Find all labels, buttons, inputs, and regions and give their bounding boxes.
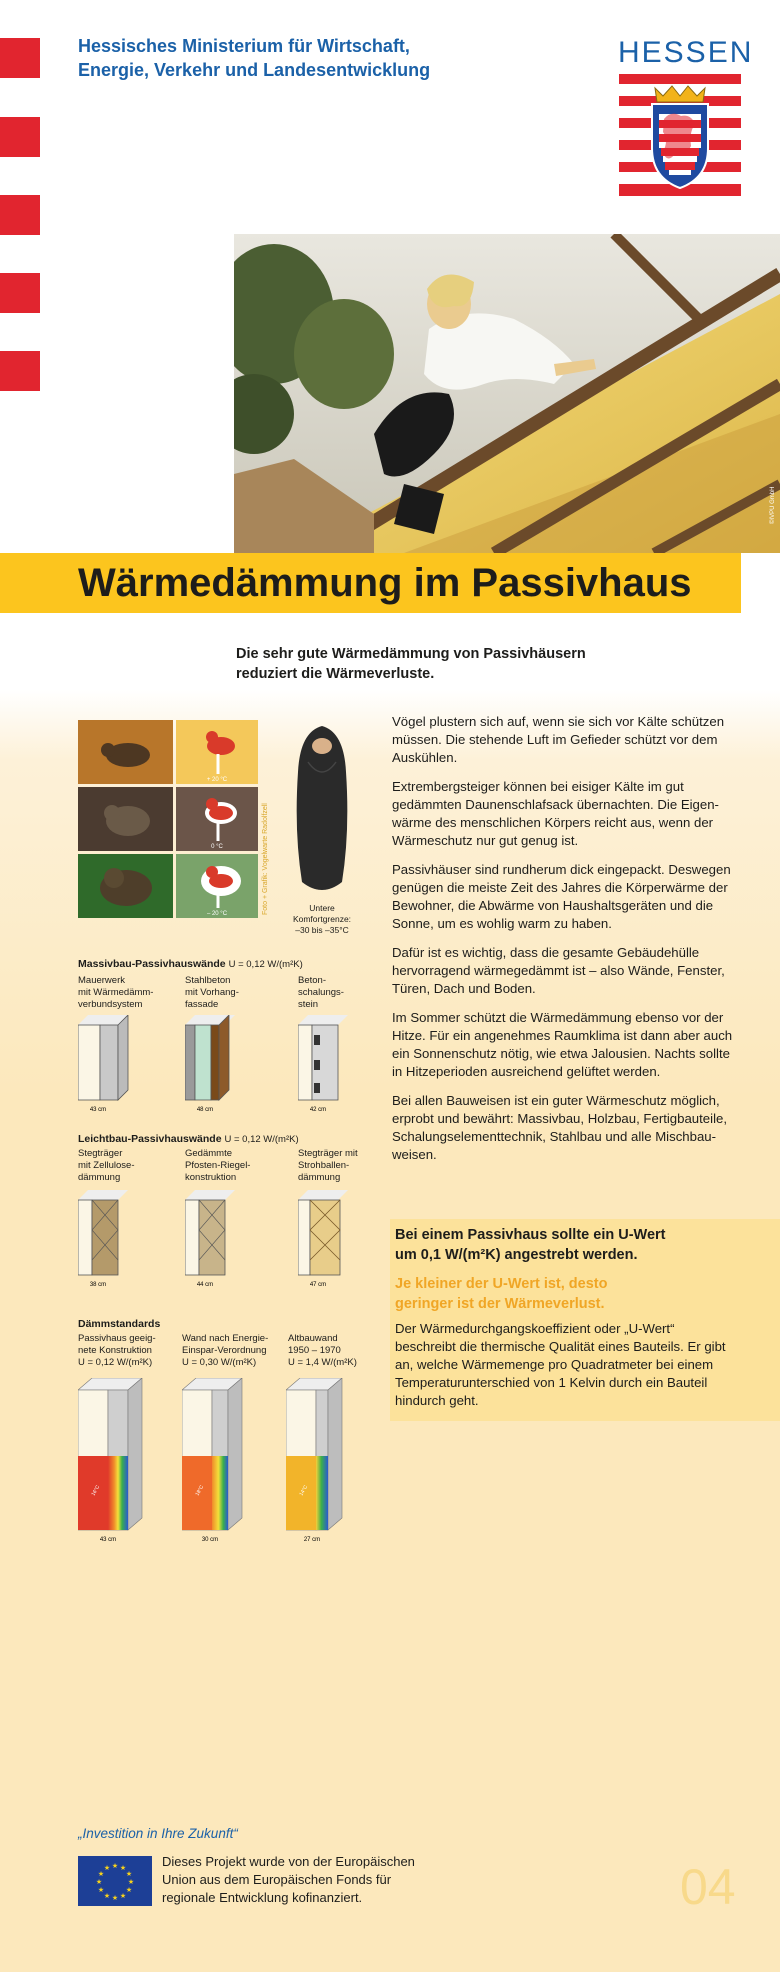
red-marker [0,117,40,157]
paragraph-summer: Im Sommer schützt die Wärmedämmung ebenso vor der Hitze. Für ein angenehmes Raumklima ist dann aber auch ein Sonnenschutz nötig, wie etwa Jalousien. Nachts sollte in Hitzeperioden ausreichend gelüftet werden. [392,1010,733,1079]
wall-diagram-cellulose [78,1190,138,1290]
bird-diagram-frost [176,854,258,918]
dimension-label: 47 cm [309,1282,327,1288]
wall-diagram-formwork [298,1015,358,1115]
temp-label: + 20 °C [206,777,228,783]
roof-insulation-photo [234,234,780,553]
info-box-text: Der Wärmedurchgangskoeffizient oder „U-Wert“ beschreibt die thermische Qualität eines Bauteils. Er gibt an, welche Wärmemenge pro Quadratmeter bei einem Temperaturunterschied von 1 Kelvin durch ein Bauteil hindurch geht. [395,1321,726,1408]
red-marker [0,351,40,391]
eu-funding-text: Dieses Projekt wurde von der Europäischen Union aus dem Europäischen Fonds für regionale Entwicklung kofinanziert. [162,1854,415,1905]
temp-label: 0 °C [211,844,223,850]
wall-diagram-straw [298,1190,358,1290]
info-box-heading: Bei einem Passivhaus sollte ein U-Wert um 0,1 W/(m²K) angestrebt werden. [395,1227,666,1263]
standard-label-2: Wand nach Energie- Einspar-Verordnung U = 0,30 W/(m²K) [182,1333,269,1368]
svg-text:★: ★ [95,1878,103,1886]
wall-diagram-concrete [185,1015,245,1115]
dimension-label: 27 cm [303,1537,321,1543]
subtitle-line-2: reduziert die Wärmeverluste. [236,666,435,682]
leichtbau-label-3: Stegträger mit Strohballen- dämmung [298,1148,358,1183]
caption-line-2: –30 bis –35°C [295,925,349,935]
leichtbau-heading [78,1133,299,1145]
massivbau-label-1: Mauerwerk mit Wärmedämm- verbundsystem [78,975,154,1010]
dimension-label: 30 cm [201,1537,219,1543]
svg-text:★: ★ [103,1892,111,1900]
svg-text:★: ★ [97,1886,105,1894]
red-marker [0,195,40,235]
leichtbau-label-2: Gedämmte Pfosten-Riegel- konstruktion [185,1148,251,1183]
dimension-label: 48 cm [196,1107,214,1113]
paragraph-building-envelope: Dafür ist es wichtig, dass die gesamte Gebäudehülle hervorragend wärmegedämmt ist – also Wände, Fenster, Türen, Dach und Boden. [392,945,725,996]
body-text [392,713,746,1175]
leichtbau-uvalue: U = 0,12 W/(m²K) [224,1134,299,1145]
page-title: Wärmedämmung im Passivhaus [78,561,692,605]
bird-credit-text: Foto + Grafik: Vogelwarte Radolfzell [262,803,269,915]
bird-diagram-warm [176,720,258,784]
temp-label: – 20 °C [206,911,228,917]
sleeping-bag-photo [284,722,360,900]
red-marker [0,273,40,313]
leichtbau-label-1: Stegträger mit Zellulose- dämmung [78,1148,135,1183]
red-marker [0,38,40,78]
massivbau-uvalue: U = 0,12 W/(m²K) [228,959,303,970]
eu-flag-logo [78,1856,152,1906]
svg-text:★: ★ [97,1870,105,1878]
dimension-label: 38 cm [89,1282,107,1288]
bird-photo-frost [78,854,173,918]
standard-label-1: Passivhaus geeig- nete Konstruktion U = 0,12 W/(m²K) [78,1333,156,1368]
svg-text:★: ★ [119,1892,127,1900]
wall-diagram-post-beam [185,1190,245,1290]
paragraph-construction-methods: Bei allen Bauweisen ist ein guter Wärmeschutz möglich, erprobt und bewährt: Massivbau, Holzbau, Fertigbauteile, Schalungselementtechnik, Stahlbau und alle Mischbau- weisen. [392,1093,727,1162]
bird-diagram-cold [176,787,258,851]
panel-number: 04 [680,1859,736,1915]
massivbau-label-2: Stahlbeton mit Vorhang- fassade [185,975,239,1010]
bird-photo-warm [78,720,173,784]
leichtbau-heading-text: Leichtbau-Passivhauswände [78,1133,222,1145]
svg-text:★: ★ [127,1878,135,1886]
slogan: „Investition in Ihre Zukunft“ [78,1826,238,1841]
ministry-line-2: Energie, Verkehr und Landesentwicklung [78,60,431,80]
subtitle-line-1: Die sehr gute Wärmedämmung von Passivhäusern [236,646,586,662]
svg-text:★: ★ [125,1870,133,1878]
temp-label: 14°C [298,1484,310,1497]
subtitle [236,644,636,684]
standard-label-3: Altbauwand 1950 – 1970 U = 1,4 W/(m²K) [288,1333,357,1368]
state-wordmark: HESSEN [618,36,754,69]
daemmstandards-heading: Dämmstandards [78,1318,161,1330]
thermal-diagram-oldbuilding [286,1378,356,1543]
thermal-diagram-enev [182,1378,252,1543]
paragraph-birds: Vögel plustern sich auf, wenn sie sich vor Kälte schützen müssen. Die stehende Luft im Gefieder schützt vor dem Auskühlen. [392,714,725,765]
paragraph-passive-houses: Passivhäuser sind rundherum dick eingepackt. Deswegen genügen die meiste Zeit des Jahres die Körperwärme der Bewohner, die Abwärme von Haushaltsgeräten und die Sonne, um es wohlig warm zu haben. [392,862,731,931]
temp-label: 16°C [90,1484,102,1497]
temp-label: 18°C [194,1484,206,1497]
dimension-label: 43 cm [89,1107,107,1113]
massivbau-label-3: Beton- schalungs- stein [298,975,344,1010]
svg-text:★: ★ [111,1894,119,1902]
caption-line-1: Untere Komfortgrenze: [292,903,352,924]
dimension-label: 44 cm [196,1282,214,1288]
svg-text:★: ★ [119,1864,127,1872]
svg-text:★: ★ [111,1862,119,1870]
wall-diagram-masonry [78,1015,138,1115]
hessen-coat-of-arms-logo [619,74,741,196]
dimension-label: 43 cm [99,1537,117,1543]
ministry-line-1: Hessisches Ministerium für Wirtschaft, [78,36,410,56]
paragraph-mountaineers: Extrembergsteiger können bei eisiger Kälte im gut gedämmten Daunenschlafsack übernachten. Die Eigen- wärme des menschlichen Körpers reicht aus, wenn der Wärmeschutz nur gut genug ist. [392,779,719,848]
dimension-label: 42 cm [309,1107,327,1113]
massivbau-heading [78,958,303,970]
svg-text:★: ★ [125,1886,133,1894]
bird-credit [259,730,269,915]
photo-credit: ©IVPU GmbH [770,486,776,524]
massivbau-heading-text: Massivbau-Passivhauswände [78,958,226,970]
thermal-diagram-passive [78,1378,148,1543]
ministry-name [78,34,430,82]
bird-photo-cold [78,787,173,851]
info-box-highlight: Je kleiner der U-Wert ist, desto geringer ist der Wärmeverlust. [395,1276,608,1312]
svg-text:★: ★ [103,1864,111,1872]
sleeping-bag-caption [282,903,362,936]
